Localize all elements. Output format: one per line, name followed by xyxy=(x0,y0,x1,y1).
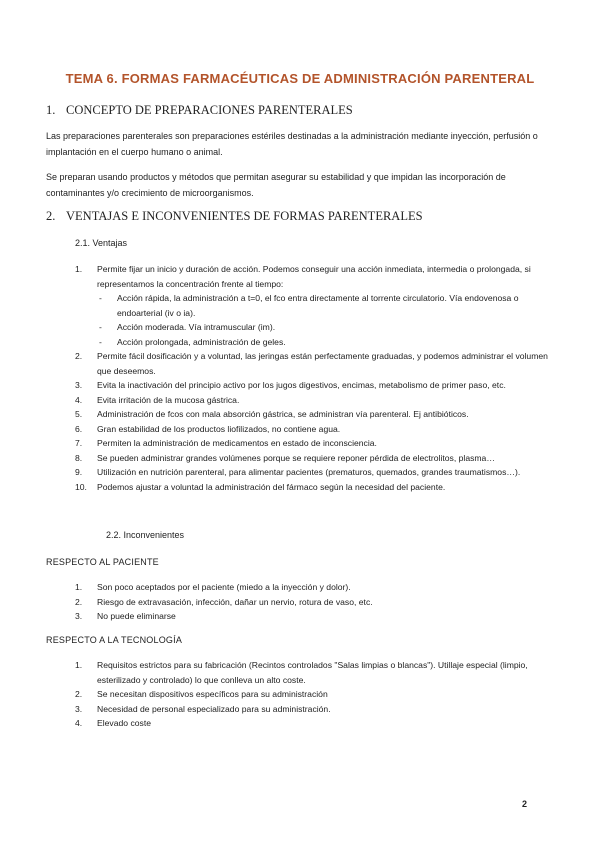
list-item-number: 3. xyxy=(75,611,83,621)
list-item-number: 2. xyxy=(75,351,83,361)
section-1-heading xyxy=(46,103,353,118)
list-item xyxy=(75,349,560,378)
list-item xyxy=(75,378,560,393)
respecto-paciente-heading: RESPECTO AL PACIENTE xyxy=(46,557,159,567)
dash-bullet: - xyxy=(99,336,102,347)
list-item-number: 3. xyxy=(75,703,83,714)
section-1-paragraph-1: Las preparaciones parenterales son preparaciones estériles destinadas a la administración mediante inyección, perfusión o implantación en el cuerpo humano o animal. xyxy=(46,131,538,157)
document-title: TEMA 6. FORMAS FARMACÉUTICAS DE ADMINISTRACIÓN PARENTERAL xyxy=(65,71,535,86)
list-item-text: Evita la inactivación del principio activo por los jugos digestivos, encimas, metabolismo de primer paso, etc. xyxy=(97,380,506,390)
section-2-title: VENTAJAS E INCONVENIENTES DE FORMAS PARENTERALES xyxy=(66,209,423,223)
list-item-number: 10. xyxy=(75,481,87,492)
list-item-text: Elevado coste xyxy=(97,718,151,728)
list-item-text: Se necesitan dispositivos específicos para su administración xyxy=(97,689,328,699)
list-item-text: Permite fácil dosificación y a voluntad, las jeringas están perfectamente graduadas, y podemos administrar el volumen que deseemos. xyxy=(97,351,548,376)
list-item-text: Administración de fcos con mala absorción gástrica, se administran vía parenteral. Ej antibióticos. xyxy=(97,409,469,419)
list-item xyxy=(75,658,560,687)
list-item xyxy=(75,687,560,702)
list-item xyxy=(75,580,560,595)
section-1-paragraph-2: Se preparan usando productos y métodos que permitan asegurar su estabilidad y que impidan las incorporación de contaminantes y/o crecimiento de microorganismos. xyxy=(46,172,506,198)
list-item xyxy=(75,436,560,451)
sub-list xyxy=(97,291,560,349)
list-item-number: 8. xyxy=(75,452,83,463)
list-item xyxy=(75,262,560,349)
list-item-number: 6. xyxy=(75,423,83,434)
list-item-text: Evita irritación de la mucosa gástrica. xyxy=(97,394,240,405)
list-item-text: No puede eliminarse xyxy=(97,611,176,621)
section-1-title: CONCEPTO DE PREPARACIONES PARENTERALES xyxy=(66,103,353,117)
list-item xyxy=(75,407,560,422)
ventajas-heading: 2.1. Ventajas xyxy=(75,238,128,248)
list-item-number: 4. xyxy=(75,718,83,728)
list-item-text: Requisitos estrictos para su fabricación (Recintos controlados "Salas limpias o blancas"). Utillaje especial (limpio, esterilizado y controlado) lo que conlleva un alto coste. xyxy=(97,660,528,685)
tecnologia-list xyxy=(75,658,560,731)
list-item xyxy=(75,609,560,624)
sub-list-item-text: Acción rápida, la administración a t=0, el fco entra directamente al torrente circulatorio. Vía endovenosa o endoarterial (iv o ia). xyxy=(117,293,519,318)
list-item xyxy=(75,702,560,717)
list-item-text: Necesidad de personal especializado para su administración. xyxy=(97,703,331,714)
sub-list-item xyxy=(97,320,560,335)
respecto-tecnologia-heading: RESPECTO A LA TECNOLOGÍA xyxy=(46,635,183,645)
section-2-number: 2. xyxy=(46,209,56,223)
list-item-text: Permiten la administración de medicamentos en estado de inconsciencia. xyxy=(97,438,377,448)
dash-bullet: - xyxy=(99,322,102,332)
list-item-text: Riesgo de extravasación, infección, dañar un nervio, rotura de vaso, etc. xyxy=(97,596,373,607)
list-item-text: Utilización en nutrición parenteral, para alimentar pacientes (prematuros, quemados, grandes traumatismos…). xyxy=(97,467,521,477)
list-item-number: 1. xyxy=(75,264,83,274)
list-item-text: Se pueden administrar grandes volúmenes porque se requiere reponer pérdida de electrolitos, plasma… xyxy=(97,452,495,463)
list-item xyxy=(75,465,560,480)
list-item-number: 1. xyxy=(75,582,83,592)
section-1-number: 1. xyxy=(46,103,56,117)
list-item xyxy=(75,716,560,731)
sub-list-item-text: Acción moderada. Vía intramuscular (im). xyxy=(117,322,276,332)
list-item xyxy=(75,422,560,437)
list-item-number: 1. xyxy=(75,660,83,670)
list-item xyxy=(75,451,560,466)
list-item-number: 9. xyxy=(75,467,83,477)
list-item-number: 2. xyxy=(75,689,83,699)
list-item xyxy=(75,595,560,610)
list-item-number: 5. xyxy=(75,409,83,419)
list-item-number: 4. xyxy=(75,394,83,405)
sub-list-item xyxy=(97,335,560,350)
paciente-list xyxy=(75,580,560,624)
list-item xyxy=(75,480,560,495)
list-item xyxy=(75,393,560,408)
sub-list-item xyxy=(97,291,560,320)
list-item-text: Son poco aceptados por el paciente (miedo a la inyección y dolor). xyxy=(97,582,351,592)
sub-list-item-text: Acción prolongada, administración de geles. xyxy=(117,336,286,347)
list-item-number: 3. xyxy=(75,380,83,390)
dash-bullet: - xyxy=(99,293,102,303)
ventajas-list xyxy=(75,262,560,494)
list-item-text: Podemos ajustar a voluntad la administración del fármaco según la necesidad del paciente. xyxy=(97,481,446,492)
page-number: 2 xyxy=(522,799,528,809)
inconvenientes-heading: 2.2. Inconvenientes xyxy=(106,530,185,540)
section-2-heading xyxy=(46,209,423,224)
list-item-number: 7. xyxy=(75,438,83,448)
list-item-number: 2. xyxy=(75,596,83,607)
list-item-text: Gran estabilidad de los productos liofilizados, no contiene agua. xyxy=(97,423,341,434)
list-item-text: Permite fijar un inicio y duración de acción. Podemos conseguir una acción inmediata, intermedia o prolongada, si representamos la concentración frente al tiempo: xyxy=(97,264,531,289)
